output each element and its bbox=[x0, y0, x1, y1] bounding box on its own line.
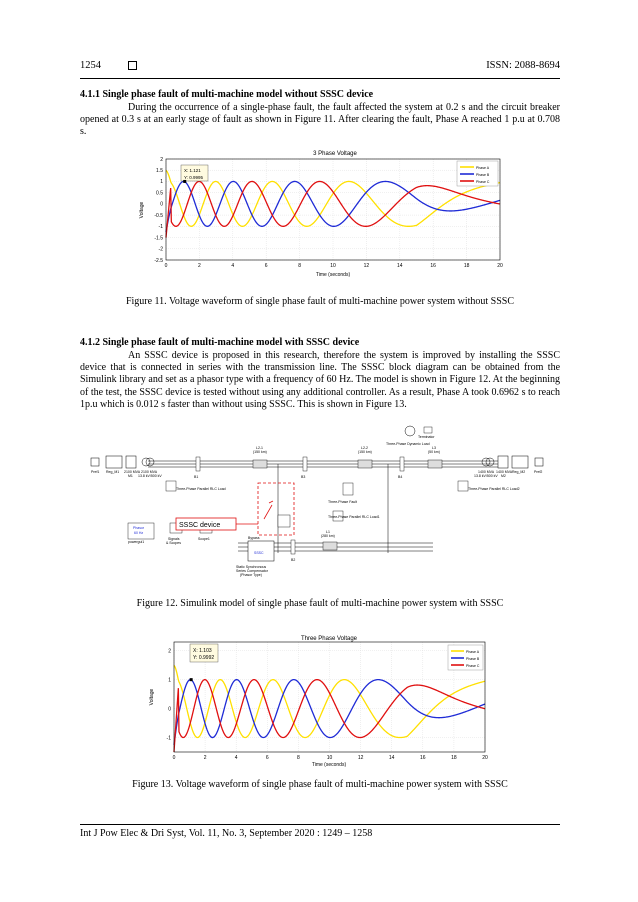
legend-phase-b: Phase B bbox=[476, 173, 490, 177]
terminator-block bbox=[424, 427, 432, 433]
diagram-background bbox=[88, 423, 548, 587]
signals-label: Signals bbox=[168, 537, 180, 541]
bypass-label: Bypass bbox=[248, 536, 260, 540]
line-l3 bbox=[428, 460, 442, 468]
y-tick-labels bbox=[167, 648, 172, 741]
l22-label: L2-2 bbox=[361, 446, 369, 450]
datatip bbox=[190, 644, 218, 681]
legend-phase-a: Phase A bbox=[476, 166, 490, 170]
x-tick-label: 6 bbox=[265, 755, 269, 761]
legend-phase-a: Phase A bbox=[466, 650, 480, 654]
legend-phase-c: Phase C bbox=[466, 664, 480, 668]
section2-paragraph bbox=[80, 350, 560, 411]
pref1-block bbox=[91, 458, 99, 466]
datatip-y: Y: 0.9992 bbox=[193, 655, 215, 661]
para-line: An SSSC device is proposed in this research, therefore the system is improved by installing the bbox=[128, 350, 533, 361]
sssc-device-label: SSSC device bbox=[179, 522, 221, 529]
sssc-name-2: Series Compensator bbox=[236, 569, 268, 573]
header-square-icon bbox=[128, 61, 137, 70]
issn: ISSN: 2088-8694 bbox=[486, 60, 560, 71]
x-tick-label: 0 bbox=[164, 263, 168, 269]
y-axis-label: Voltage bbox=[149, 688, 155, 706]
x-tick-label: 8 bbox=[298, 263, 301, 269]
para-line: SSSC device that is connected in series with the transmission line. The SSSC block diagram can be obtained bbox=[80, 350, 561, 374]
page-number: 1254 bbox=[80, 60, 101, 71]
fault-block bbox=[343, 483, 353, 495]
x-axis-label: Time (seconds) bbox=[311, 762, 347, 768]
scope1-label: Scope1 bbox=[198, 537, 210, 541]
figure-13-caption: Figure 13. Voltage waveform of single phase fault of multi-machine power system with SSSC bbox=[132, 779, 508, 790]
l21-label: L2-1 bbox=[256, 446, 264, 450]
figure-11-caption: Figure 11. Voltage waveform of single phase fault of multi-machine power system without SSSC bbox=[125, 296, 515, 307]
x-axis-label: Time (seconds) bbox=[315, 272, 351, 278]
figure-12-simulink-diagram bbox=[88, 423, 548, 587]
footer-rule bbox=[80, 824, 560, 825]
sssc-name-1: Static Synchronous bbox=[236, 565, 267, 569]
x-tick-label: 10 bbox=[326, 755, 333, 761]
y-tick-label: 1 bbox=[168, 677, 171, 684]
para-line: Phase A took 0.6962 s to reach 1p.u which is 0.012 s faster than without using SSSC. This is shown in Figure bbox=[80, 386, 560, 410]
datatip bbox=[181, 165, 208, 183]
sssc-name-3: (Phasor Type) bbox=[240, 573, 262, 577]
figure-11-chart bbox=[135, 146, 505, 278]
page-header bbox=[80, 60, 560, 76]
b4-label: B4 bbox=[398, 475, 403, 479]
x-tick-label: 14 bbox=[388, 755, 395, 761]
section-heading-1: 4.1.1 Single phase fault of multi-machine model without SSSC device bbox=[80, 89, 374, 100]
y-tick-label: 0 bbox=[168, 706, 171, 713]
t1-label: 2100 MVA bbox=[141, 470, 158, 474]
x-tick-label: 8 bbox=[297, 755, 300, 761]
legend-phase-b: Phase B bbox=[466, 657, 480, 661]
grid bbox=[166, 159, 500, 260]
page-footer: Int J Pow Elec & Dri Syst, Vol. 11, No. 3, September 2020 : 1249 – 1258 bbox=[80, 828, 373, 839]
bus-b4 bbox=[400, 457, 404, 471]
m1-machine bbox=[126, 456, 136, 468]
header-rule bbox=[80, 78, 560, 79]
l3-label: L3 bbox=[432, 446, 436, 450]
y-tick-label: 0 bbox=[160, 201, 163, 208]
bypass-switch bbox=[278, 515, 290, 527]
x-tick-label: 16 bbox=[430, 263, 436, 269]
x-tick-label: 10 bbox=[330, 263, 336, 269]
rlc-load-right bbox=[458, 481, 468, 491]
bus-b1 bbox=[196, 457, 200, 471]
pref1-label: Pref1 bbox=[91, 470, 100, 474]
sssc-block-label: SSSC bbox=[254, 551, 264, 555]
line-l21 bbox=[253, 460, 267, 468]
bus-b2 bbox=[291, 540, 295, 554]
reg-m2-block bbox=[512, 456, 528, 468]
datatip-marker bbox=[190, 678, 193, 681]
dyn-load-label: Three-Phase Dynamic Load bbox=[386, 442, 430, 446]
x-tick-label: 16 bbox=[420, 755, 426, 761]
l21-len: (150 km) bbox=[253, 450, 267, 454]
dynamic-load-icon bbox=[405, 426, 415, 436]
y-tick-label: -1 bbox=[166, 735, 171, 742]
x-tick-label: 6 bbox=[264, 263, 268, 269]
legend-phase-c: Phase C bbox=[476, 180, 490, 184]
m1-sub: M1 bbox=[128, 474, 133, 478]
section1-paragraph bbox=[80, 102, 560, 139]
x-tick-label: 14 bbox=[397, 263, 403, 269]
rlc-load-left bbox=[166, 481, 176, 491]
datatip-x: X: 1.103 bbox=[193, 648, 212, 654]
b2-label: B2 bbox=[291, 558, 296, 562]
datatip-marker bbox=[183, 180, 186, 183]
y-axis-label: Voltage bbox=[139, 201, 145, 219]
l1-label: L1 bbox=[326, 530, 330, 534]
datatip-y: Y: 0.9995 bbox=[184, 175, 204, 180]
reg-m1-label: Reg_M1 bbox=[106, 470, 120, 474]
y-tick-label: 2 bbox=[160, 156, 163, 163]
para-line: 12. At the beginning of the test, the SSSC device is tested without using any additional controller. As a result, bbox=[80, 374, 560, 398]
phasor-hz: 60 Hz bbox=[134, 531, 144, 535]
x-tick-label: 20 bbox=[497, 263, 503, 269]
section-heading-2: 4.1.2 Single phase fault of multi-machine model with SSSC device bbox=[80, 337, 360, 348]
y-tick-label: 2 bbox=[168, 648, 171, 655]
line-l1 bbox=[323, 542, 337, 550]
para-line: During the occurrence of a single-phase fault, the fault affected the system at 0.2 s and the circuit bbox=[128, 102, 527, 113]
para-line: reached 1 p.u at 0.708 s. bbox=[80, 114, 561, 138]
chart-title: Three Phase Voltage bbox=[300, 636, 358, 642]
b1-label: B1 bbox=[194, 475, 199, 479]
para-line: from the Simulink library and set as a phasor type with a frequency of 60 Hz. The model is shown in Figure bbox=[80, 362, 561, 386]
x-tick-label: 20 bbox=[482, 755, 488, 761]
chart-title: 3 Phase Voltage bbox=[313, 151, 357, 157]
x-tick-label: 4 bbox=[231, 263, 235, 269]
x-tick-label: 0 bbox=[172, 755, 176, 761]
rlc-left-label: Three-Phase Parallel RLC Load bbox=[176, 487, 226, 491]
y-tick-label: -1 bbox=[158, 224, 163, 231]
x-tick-label: 4 bbox=[234, 755, 238, 761]
m2-label: 1400 MVA bbox=[496, 470, 513, 474]
rlc-mid-label: Three-Phase Parallel RLC Load1 bbox=[328, 515, 380, 519]
x-tick-labels bbox=[173, 755, 488, 761]
b3-label: B3 bbox=[301, 475, 306, 479]
reg-m2-label: Reg_M2 bbox=[512, 470, 526, 474]
x-tick-label: 2 bbox=[198, 263, 201, 269]
l1-len: (280 km) bbox=[321, 534, 335, 538]
bus-b3 bbox=[303, 457, 307, 471]
figure-13-chart bbox=[145, 632, 495, 768]
datatip-x: X: 1.121 bbox=[184, 168, 201, 173]
x-tick-label: 12 bbox=[357, 755, 364, 761]
legend bbox=[448, 645, 483, 670]
para-line: breaker opened at 0.3 s at an early stage of fault as shown in Figure 11. After clearing the fault, Phase A bbox=[80, 102, 560, 126]
para-line: 13. bbox=[394, 398, 407, 410]
y-tick-label: -1.5 bbox=[154, 235, 163, 242]
phasor-label: Phasor bbox=[133, 526, 145, 530]
y-tick-label: -2 bbox=[158, 246, 163, 253]
rlc-right-label: Three-Phase Parallel RLC Load2 bbox=[468, 487, 520, 491]
reg-m1-block bbox=[106, 456, 122, 468]
y-tick-label: 1.5 bbox=[156, 168, 163, 175]
t2-label: 1400 MVA bbox=[478, 470, 495, 474]
terminator-label: Terminator bbox=[418, 435, 435, 439]
t1-sub: 13.8 kV/500 kV bbox=[138, 474, 162, 478]
line-l22 bbox=[358, 460, 372, 468]
m1-label: 2100 MVA bbox=[124, 470, 141, 474]
m2-machine bbox=[498, 456, 508, 468]
y-tick-label: -0.5 bbox=[154, 212, 163, 219]
pref2-label: Pref2 bbox=[534, 470, 543, 474]
powergui-label: powergui1 bbox=[128, 540, 145, 544]
y-tick-label: -2.5 bbox=[154, 257, 163, 264]
x-tick-label: 12 bbox=[363, 263, 370, 269]
x-tick-label: 18 bbox=[451, 755, 457, 761]
y-tick-label: 0.5 bbox=[156, 190, 163, 197]
m2-sub: M2 bbox=[501, 474, 506, 478]
l3-len: (50 km) bbox=[428, 450, 440, 454]
grid bbox=[174, 642, 485, 752]
t2-sub: 13.8 kV/500 kV bbox=[474, 474, 498, 478]
l22-len: (150 km) bbox=[358, 450, 372, 454]
legend bbox=[457, 161, 498, 186]
pref2-block bbox=[535, 458, 543, 466]
y-tick-label: 1 bbox=[160, 179, 163, 186]
y-tick-labels bbox=[154, 157, 163, 264]
fault-label: Three-Phase Fault bbox=[328, 500, 357, 504]
x-tick-label: 2 bbox=[203, 755, 207, 761]
x-tick-label: 18 bbox=[463, 263, 470, 269]
scopes-label: & Scopes bbox=[166, 541, 181, 545]
figure-12-caption: Figure 12. Simulink model of single phase fault of multi-machine power system with SSSC bbox=[136, 598, 504, 609]
x-tick-labels bbox=[165, 263, 503, 269]
